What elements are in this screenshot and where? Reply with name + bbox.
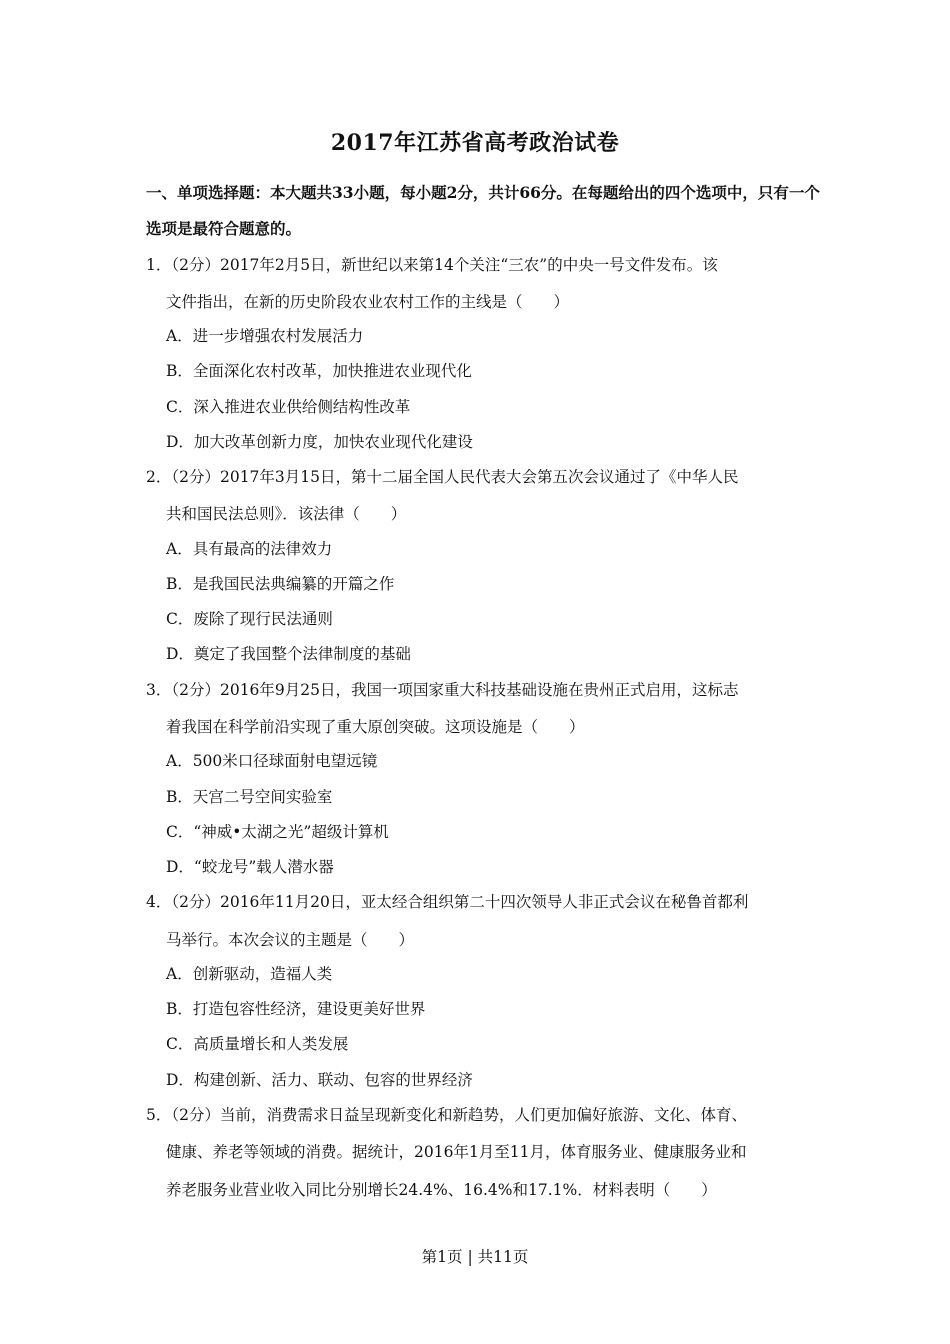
question-5-line-2: 健康、养老等领域的消费。据统计，2016年1月至11月，体育服务业、健康服务业和 [166,1143,747,1161]
question-4-line-2: 马举行。本次会议的主题是（ ） [166,931,415,949]
question-2-option-c: C．废除了现行民法通则 [166,610,333,628]
question-3-line-1: 3．（2分）2016年9月25日，我国一项国家重大科技基础设施在贵州正式启用，这标志 [146,681,739,699]
question-2-line-1: 2．（2分）2017年3月15日，第十二届全国人民代表大会第五次会议通过了《中华人民 [146,468,739,486]
question-3-option-a: A．500米口径球面射电望远镜 [166,752,378,770]
question-4-line-1: 4．（2分）2016年11月20日，亚太经合组织第二十四次领导人非正式会议在秘鲁首都利 [146,893,749,911]
question-4-option-a: A．创新驱动，造福人类 [166,965,333,983]
question-5-line-1: 5．（2分）当前，消费需求日益呈现新变化和新趋势，人们更加偏好旅游、文化、体育、 [146,1106,747,1124]
question-1-option-d: D．加大改革创新力度，加快农业现代化建设 [166,433,473,451]
question-3-option-c: C．“神威•太湖之光”超级计算机 [166,823,389,841]
question-2-option-d: D．奠定了我国整个法律制度的基础 [166,645,411,663]
question-5-line-3: 养老服务业营业收入同比分别增长24.4%、16.4%和17.1%．材料表明（ ） [166,1181,717,1199]
question-3-option-b: B．天宫二号空间实验室 [166,788,333,806]
question-1-line-1: 1．（2分）2017年2月5日，新世纪以来第14个关注“三农”的中央一号文件发布。该 [146,256,718,274]
question-2-line-2: 共和国民法总则》．该法律（ ） [166,505,407,523]
question-1-option-a: A．进一步增强农村发展活力 [166,327,364,345]
page-footer: 第1页 | 共11页 [421,1248,529,1266]
question-1-option-b: B．全面深化农村改革，加快推进农业现代化 [166,362,472,380]
question-4-option-d: D．构建创新、活力、联动、包容的世界经济 [166,1071,473,1089]
question-3-line-2: 着我国在科学前沿实现了重大原创突破。这项设施是（ ） [166,718,585,736]
question-1-line-2: 文件指出，在新的历史阶段农业农村工作的主线是（ ） [166,293,570,311]
section-header: 一、单项选择题：本大题共33小题，每小题2分，共计66分。在每题给出的四个选项中，只有一个选项是最符合题意的。 [146,183,820,238]
page-title: 2017年江苏省高考政治试卷 [330,130,620,156]
question-1-option-c: C．深入推进农业供给侧结构性改革 [166,398,411,416]
question-2-option-a: A．具有最高的法律效力 [166,540,333,558]
question-4-option-c: C．高质量增长和人类发展 [166,1035,349,1053]
question-2-option-b: B．是我国民法典编纂的开篇之作 [166,575,395,593]
question-3-option-d: D．“蛟龙号”载人潜水器 [166,858,334,876]
question-4-option-b: B．打造包容性经济，建设更美好世界 [166,1000,426,1018]
